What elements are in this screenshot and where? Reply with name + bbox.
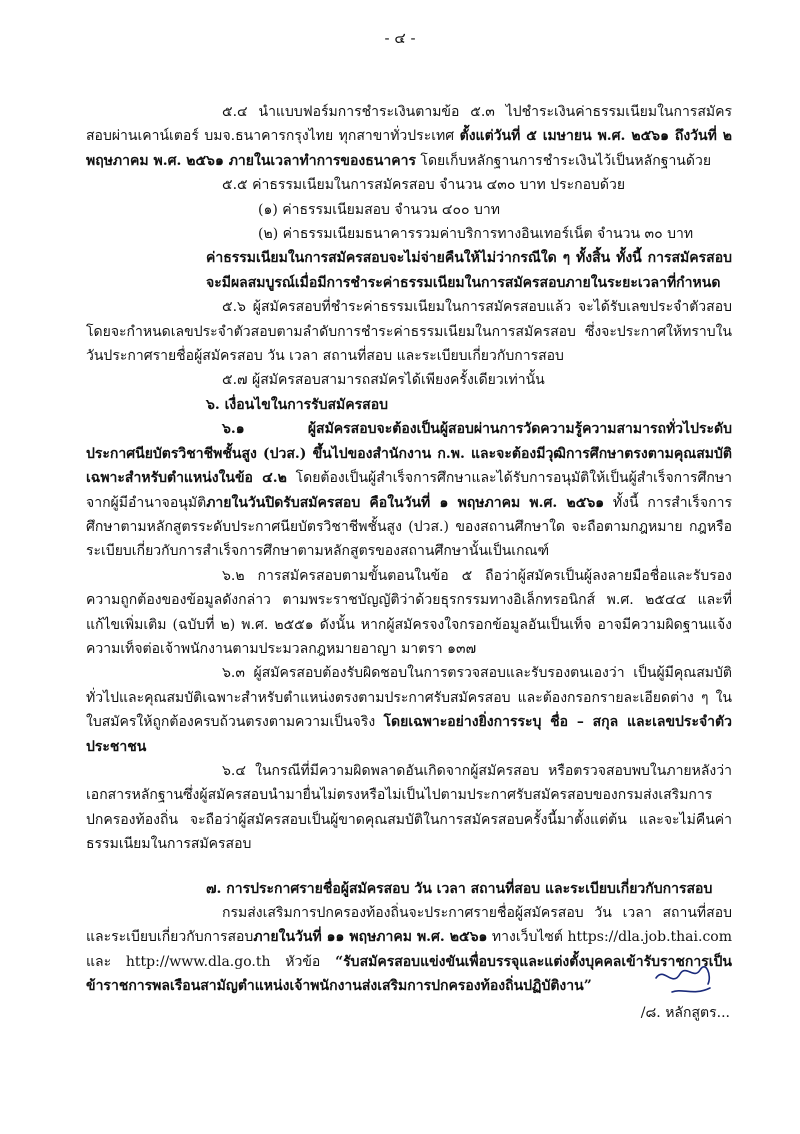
page-number: - ๔ - — [384, 29, 416, 47]
paragraph-7-text-a: กรมส่งเสริมการปกครองท้องถิ่นจะประกาศรายชื่อผู้สมัครสอบ วัน เวลา สถานที่สอบและระเบียบเกี่ยวกับการสอบ — [86, 905, 732, 946]
signature-mark — [650, 948, 720, 1008]
paragraph-6-1-text-b: โดยต้องเป็นผู้สำเร็จการศึกษาและได้รับการอนุมัติให้เป็นผู้สำเร็จการศึกษาจากผู้มีอำนาจอนุมัติ — [86, 470, 732, 511]
paragraph-6-1-bold-a: ๖.๑ ผู้สมัครสอบจะต้องเป็นผู้สอบผ่านการวัดความรู้ความสามารถทั่วไประดับประกาศนียบัตรวิชาชีพชั้นสูง (ปวส.) ขึ้นไปของสำนักงาน ก.พ. และจะต้องมีวุฒิการศึกษาตรงตามคุณสมบัติเฉพาะสำหรับตำแหน่งในข้อ ๔.๒ — [86, 421, 732, 487]
paragraph-5-4 — [86, 100, 732, 173]
paragraph-7-bold-b: ภายในวันที่ ๑๑ พฤษภาคม พ.ศ. ๒๕๖๑ — [253, 929, 488, 946]
paragraph-6-3-bold: โดยเฉพาะอย่างยิ่งการระบุ ชื่อ – สกุล และเลขประจำตัวประชาชน — [86, 714, 732, 755]
paragraph-6-4: ๖.๔ ในกรณีที่มีความผิดพลาดอันเกิดจากผู้สมัครสอบ หรือตรวจสอบพบในภายหลังว่าเอกสารหลักฐานซึ่งผู้สมัครสอบนำมายื่นไม่ตรงหรือไม่เป็นไปตามประกาศรับสมัครสอบของกรมส่งเสริมการปกครองท้องถิ่น จะถือว่าผู้สมัครสอบเป็นผู้ขาดคุณสมบัติในการสมัครสอบครั้งนี้มาตั้งแต่ต้น และจะไม่คืนค่าธรรมเนียมในการสมัครสอบ — [86, 762, 732, 853]
paragraph-5-5: ๕.๕ ค่าธรรมเนียมในการสมัครสอบ จำนวน ๔๓๐ บาท ประกอบด้วย — [222, 177, 626, 194]
paragraph-7 — [86, 901, 732, 999]
fee-note — [86, 246, 732, 295]
next-page-reference: /๘. หลักสูตร... — [640, 1005, 730, 1021]
paragraph-6-1-bold-c: ภายในวันปิดรับสมัครสอบ คือในวันที่ ๑ พฤษภาคม พ.ศ. ๒๕๖๑ — [206, 494, 605, 511]
document-body — [86, 100, 732, 999]
paragraph-5-4-tail: โดยเก็บหลักฐานการชำระเงินไว้เป็นหลักฐานด้วย — [415, 152, 712, 169]
paragraph-6-3 — [86, 661, 732, 759]
paragraph-6-1 — [86, 417, 732, 563]
paragraph-5-5-item-1: (๑) ค่าธรรมเนียมสอบ จำนวน ๔๐๐ บาท — [258, 201, 501, 218]
heading-section-7-text: ๗. การประกาศรายชื่อผู้สมัครสอบ วัน เวลา สถานที่สอบ และระเบียบเกี่ยวกับการสอบ — [206, 880, 713, 897]
heading-section-7 — [86, 877, 732, 901]
paragraph-5-6: ๕.๖ ผู้สมัครสอบที่ชำระค่าธรรมเนียมในการสมัครสอบแล้ว จะได้รับเลขประจำตัวสอบ โดยจะกำหนดเลขประจำตัวสอบตามลำดับการชำระค่าธรรมเนียมในการสมัครสอบ ซึ่งจะประกาศให้ทราบในวันประกาศรายชื่อผู้สมัครสอบ วัน เวลา สถานที่สอบ และระเบียบเกี่ยวกับการสอบ — [86, 299, 732, 365]
paragraph-5-7: ๕.๗ ผู้สมัครสอบสามารถสมัครได้เพียงครั้งเดียวเท่านั้น — [222, 372, 545, 389]
heading-section-6 — [86, 393, 732, 417]
paragraph-7-bold-d: “รับสมัครสอบแข่งขันเพื่อบรรจุและแต่งตั้งบุคคลเข้ารับราชการเป็นข้าราชการพลเรือนสามัญตำแหน่งเจ้าพนักงานส่งเสริมการปกครองท้องถิ่นปฏิบัติงาน” — [86, 953, 732, 995]
paragraph-6-2: ๖.๒ การสมัครสอบตามขั้นตอนในข้อ ๕ ถือว่าผู้สมัครเป็นผู้ลงลายมือชื่อและรับรองความถูกต้องของข้อมูลดังกล่าว ตามพระราชบัญญัติว่าด้วยธุรกรรมทางอิเล็กทรอนิกส์ พ.ศ. ๒๕๔๔ และที่แก้ไขเพิ่มเติม (ฉบับที่ ๒) พ.ศ. ๒๕๕๑ ดังนั้น หากผู้สมัครจงใจกรอกข้อมูลอันเป็นเท็จ อาจมีความผิดฐานแจ้งความเท็จต่อเจ้าพนักงานตามประมวลกฎหมายอาญา มาตรา ๑๓๗ — [86, 567, 732, 657]
fee-note-text: ค่าธรรมเนียมในการสมัครสอบจะไม่จ่ายคืนให้ไม่ว่ากรณีใด ๆ ทั้งสิ้น ทั้งนี้ การสมัครสอบจะมีผลสมบูรณ์เมื่อมีการชำระค่าธรรมเนียมในการสมัครสอบภายในระยะเวลาที่กำหนด — [206, 250, 732, 291]
paragraph-5-5-item-2: (๒) ค่าธรรมเนียมธนาคารรวมค่าบริการทางอินเทอร์เน็ต จำนวน ๓๐ บาท — [258, 226, 694, 243]
paragraph-6-1-text-d: ทั้งนี้ การสำเร็จการศึกษาตามหลักสูตรระดับประกาศนียบัตรวิชาชีพชั้นสูง (ปวส.) ของสถานศึกษาใด จะถือตามกฎหมาย กฎหรือระเบียบเกี่ยวกับการสำเร็จการศึกษาตามหลักสูตรของสถานศึกษานั้นเป็นเกณฑ์ — [86, 494, 732, 560]
paragraph-7-text-c: ทางเว็บไซต์ https://dla.job.thai.com และ http://www.dla.go.th หัวข้อ — [86, 929, 732, 970]
heading-section-6-text: ๖. เงื่อนไขในการรับสมัครสอบ — [206, 396, 389, 413]
paragraph-5-4-period: ตั้งแต่วันที่ ๕ เมษายน พ.ศ. ๒๕๖๑ ถึงวันที่ ๒ พฤษภาคม พ.ศ. ๒๕๖๑ ภายในเวลาทำการของธนาคาร — [86, 128, 732, 169]
paragraph-6-3-text: ๖.๓ ผู้สมัครสอบต้องรับผิดชอบในการตรวจสอบและรับรองตนเองว่า เป็นผู้มีคุณสมบัติทั่วไปและคุณสมบัติเฉพาะสำหรับตำแหน่งตรงตามประกาศรับสมัครสอบ และต้องกรอกรายละเอียดต่าง ๆ ในใบสมัครให้ถูกต้องครบถ้วนตรงตามความเป็นจริง — [86, 665, 732, 731]
paragraph-5-4-text: ๕.๔ นำแบบฟอร์มการชำระเงินตามข้อ ๕.๓ ไปชำระเงินค่าธรรมเนียมในการสมัครสอบผ่านเคาน์เตอร์ บมจ.ธนาคารกรุงไทย ทุกสาขาทั่วประเทศ — [86, 104, 732, 145]
